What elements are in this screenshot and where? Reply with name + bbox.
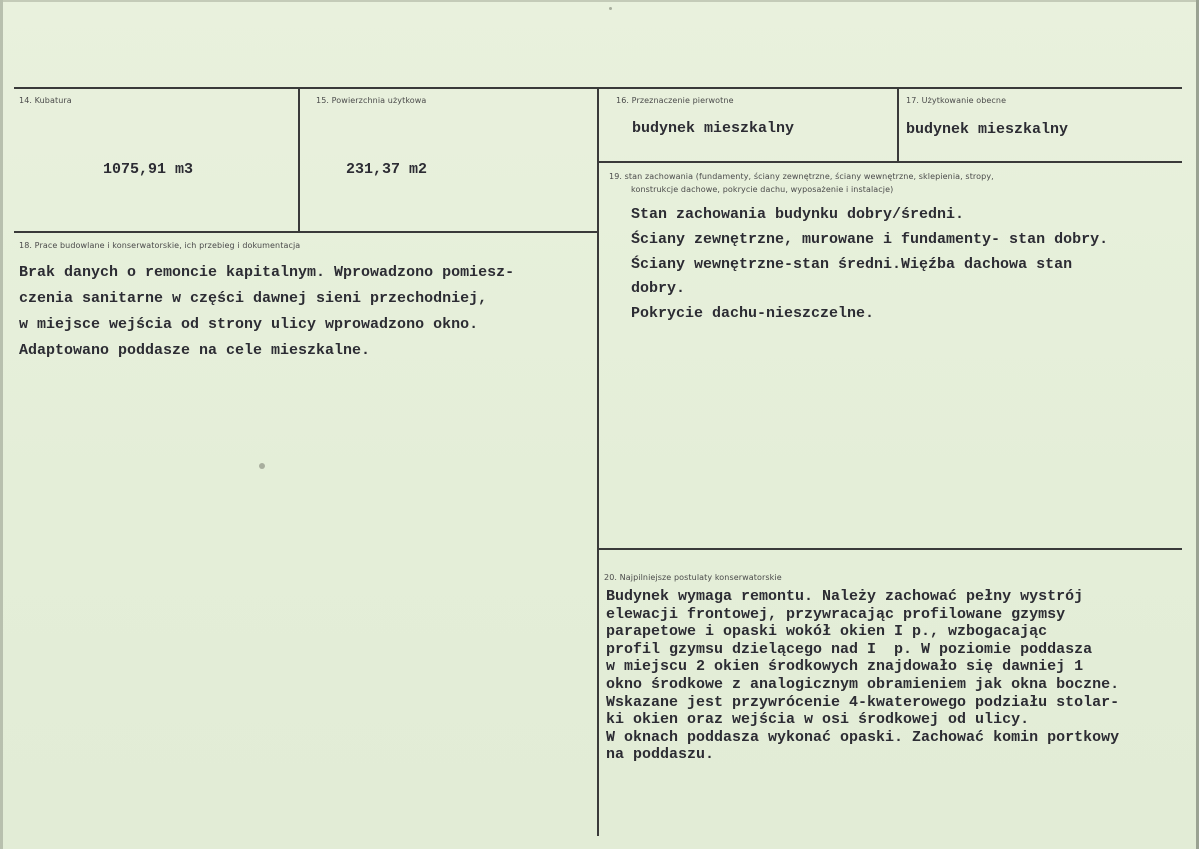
text-line: W oknach poddasza wykonać opaski. Zachować komin portkowy	[606, 728, 1120, 746]
text-line: Adaptowano poddasze na cele mieszkalne.	[19, 342, 371, 359]
text-line: Pokrycie dachu-nieszczelne.	[631, 305, 875, 323]
paper-speck	[259, 463, 265, 469]
field-18-text	[19, 260, 514, 364]
text-line: profil gzymsu dzielącego nad I p. W poziomie poddasza	[606, 640, 1093, 658]
text-line: Budynek wymaga remontu. Należy zachować pełny wystrój	[606, 588, 1084, 605]
text-line: dobry.	[631, 280, 686, 298]
field-19-text	[631, 203, 1108, 327]
field-16-label: 16. Przeznaczenie pierwotne	[616, 96, 734, 105]
field-17-label: 17. Użytkowanie obecne	[906, 96, 1007, 105]
divider-14-15	[298, 88, 300, 232]
text-line: Wskazane jest przywrócenie 4-kwaterowego podziału stolar-	[606, 693, 1120, 711]
text-line: okno środkowe z analogicznym obramieniem jak okna boczne.	[606, 675, 1120, 693]
field-17-value: budynek mieszkalny	[906, 121, 1069, 138]
field-14-value: 1075,91 m3	[103, 161, 194, 178]
field-16-value: budynek mieszkalny	[632, 120, 795, 137]
card-left-edge	[0, 0, 3, 849]
text-line: w miejsce wejścia od strony ulicy wprowadzono okno.	[19, 316, 479, 333]
text-line: Stan zachowania budynku dobry/średni.	[631, 206, 965, 223]
field-19-label-line2: konstrukcje dachowe, pokrycie dachu, wyposażenie i instalacje)	[631, 185, 894, 194]
rule-above-field20	[598, 548, 1182, 550]
text-line: Ściany zewnętrzne, murowane i fundamenty- stan dobry.	[631, 230, 1109, 248]
field-19-label-line1: 19. stan zachowania (fundamenty, ściany zewnętrzne, ściany wewnętrzne, sklepienia, stropy,	[609, 172, 994, 181]
field-15-value: 231,37 m2	[346, 161, 428, 178]
card-top-edge	[0, 0, 1199, 2]
field-20-label: 20. Najpilniejsze postulaty konserwatorskie	[604, 573, 782, 582]
field-20-text	[606, 588, 1119, 764]
text-line: parapetowe i opaski wokół okien I p., wzbogacając	[606, 623, 1048, 641]
center-divider	[597, 88, 599, 836]
field-14-label: 14. Kubatura	[19, 96, 72, 105]
field-15-label: 15. Powierzchnia użytkowa	[316, 96, 427, 105]
rule-under-row1-right	[598, 161, 1182, 163]
text-line: Ściany wewnętrzne-stan średni.Więźba dachowa stan	[631, 255, 1073, 273]
rule-under-row1-left	[14, 231, 598, 233]
field-18-label: 18. Prace budowlane i konserwatorskie, ich przebieg i dokumentacja	[19, 241, 301, 250]
text-line: Brak danych o remoncie kapitalnym. Wprowadzono pomiesz-	[19, 264, 515, 281]
text-line: na poddaszu.	[606, 746, 715, 764]
text-line: czenia sanitarne w części dawnej sieni przechodniej,	[19, 290, 488, 307]
text-line: w miejscu 2 okien środkowych znajdowało się dawniej 1	[606, 658, 1084, 676]
divider-16-17	[897, 88, 899, 162]
paper-speck	[609, 7, 612, 10]
text-line: ki okien oraz wejścia w osi środkowej od ulicy.	[606, 711, 1030, 729]
text-line: elewacji frontowej, przywracając profilowane gzymsy	[606, 605, 1066, 623]
